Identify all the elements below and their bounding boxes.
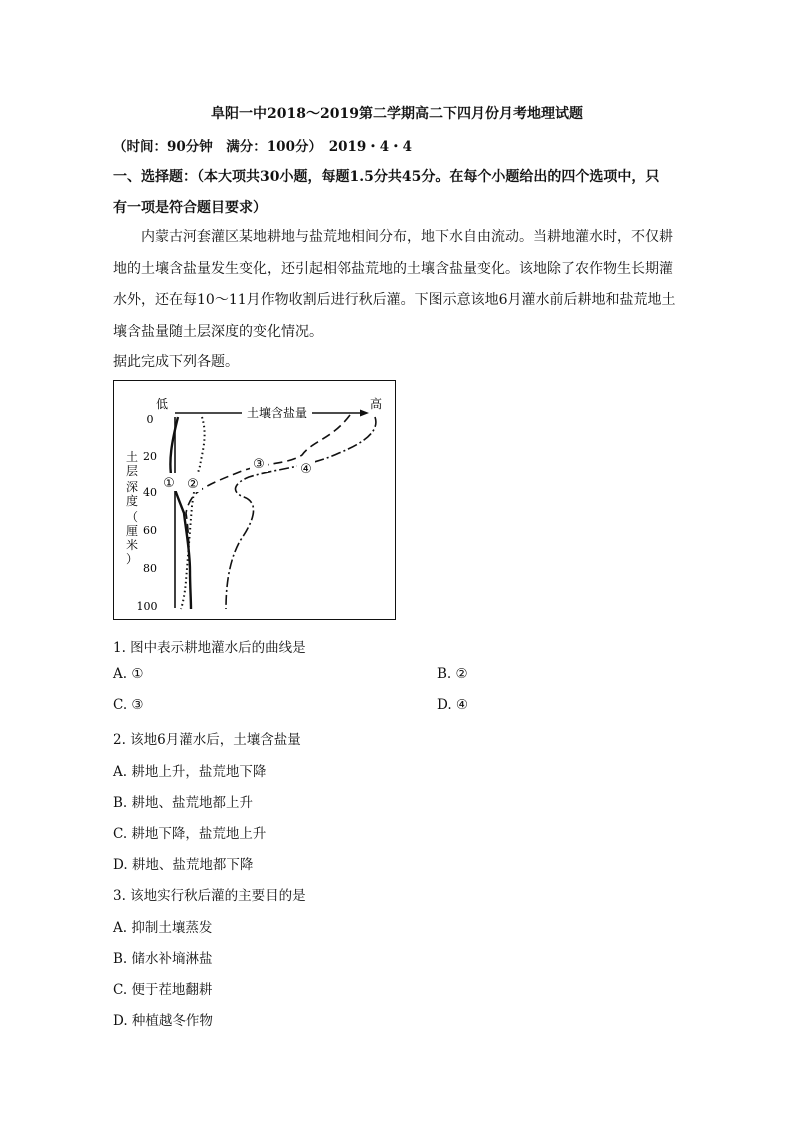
- passage-line-2: 地的土壤含盐量发生变化，还引起相邻盐荒地的土壤含盐量变化。该地除了农作物生长期灌: [113, 261, 673, 277]
- curve-label-2: ②: [187, 477, 199, 492]
- question-2-option-a[interactable]: A. 耕地上升，盐荒地下降: [113, 764, 267, 780]
- salt-axis-arrow: [360, 410, 369, 417]
- curve-3: [186, 415, 350, 556]
- question-2-option-c[interactable]: C. 耕地下降，盐荒地上升: [113, 826, 267, 842]
- high-label: 高: [369, 397, 383, 411]
- curve-4: [226, 417, 376, 609]
- question-2-stem: 2. 该地6月灌水后，土壤含盐量: [113, 732, 301, 748]
- y-label-char-8: ）: [125, 552, 139, 566]
- question-2-option-b[interactable]: B. 耕地、盐荒地都上升: [113, 795, 254, 811]
- curve-label-1: ①: [163, 476, 175, 491]
- y-tick-60: 60: [143, 524, 157, 537]
- question-1-option-c[interactable]: C. ③: [113, 697, 144, 713]
- y-tick-20: 20: [143, 450, 157, 463]
- passage-line-4: 壤含盐量随土层深度的变化情况。: [113, 324, 323, 340]
- y-label-char-7: 米: [125, 538, 139, 552]
- question-3-stem: 3. 该地实行秋后灌的主要目的是: [113, 888, 306, 904]
- question-1-stem: 1. 图中表示耕地灌水后的曲线是: [113, 640, 306, 656]
- y-tick-0: 0: [146, 413, 154, 426]
- y-label-char-3: 深: [125, 480, 139, 494]
- question-1-option-b[interactable]: B. ②: [437, 666, 468, 682]
- passage-line-1: 内蒙古河套灌区某地耕地与盐荒地相间分布，地下水自由流动。当耕地灌水时，不仅耕: [141, 229, 673, 245]
- y-tick-100: 100: [136, 600, 158, 613]
- curve-label-4: ④: [300, 462, 312, 477]
- question-3-option-c[interactable]: C. 便于茬地翻耕: [113, 982, 213, 998]
- question-3-option-d[interactable]: D. 种植越冬作物: [113, 1013, 213, 1029]
- salt-depth-diagram: [114, 381, 397, 621]
- y-label-char-2: 层: [125, 464, 139, 478]
- page-title: 阜阳一中2018～2019第二学期高二下四月份月考地理试题: [211, 106, 583, 122]
- y-tick-80: 80: [143, 562, 157, 575]
- passage-instruction: 据此完成下列各题。: [113, 354, 239, 370]
- question-3-option-b[interactable]: B. 储水补墒淋盐: [113, 951, 213, 967]
- curve-1: [170, 417, 191, 609]
- question-2-option-d[interactable]: D. 耕地、盐荒地都下降: [113, 857, 254, 873]
- curve-label-3: ③: [253, 457, 265, 472]
- question-3-option-a[interactable]: A. 抑制土壤蒸发: [113, 920, 213, 936]
- y-tick-40: 40: [143, 486, 157, 499]
- passage-line-3: 水外，还在每10～11月作物收割后进行秋后灌。下图示意该地6月灌水前后耕地和盐荒地土: [113, 292, 676, 308]
- question-1-option-d[interactable]: D. ④: [437, 697, 469, 713]
- y-label-char-1: 土: [125, 450, 139, 464]
- section-heading-line-2: 有一项是符合题目要求）: [113, 200, 267, 216]
- y-label-char-6: 厘: [125, 524, 139, 538]
- y-label-char-4: 度: [125, 494, 139, 508]
- salt-axis-label: 土壤含盐量: [246, 406, 308, 420]
- question-1-option-a[interactable]: A. ①: [113, 666, 144, 682]
- exam-meta: （时间：90分钟 满分：100分） 2019・4・4: [113, 139, 413, 155]
- section-heading-line-1: 一、选择题：（本大项共30小题，每题1.5分共45分。在每个小题给出的四个选项中，只: [113, 169, 660, 185]
- low-label: 低: [155, 397, 169, 411]
- y-label-char-5: （: [125, 510, 139, 524]
- salt-depth-figure: [113, 380, 396, 620]
